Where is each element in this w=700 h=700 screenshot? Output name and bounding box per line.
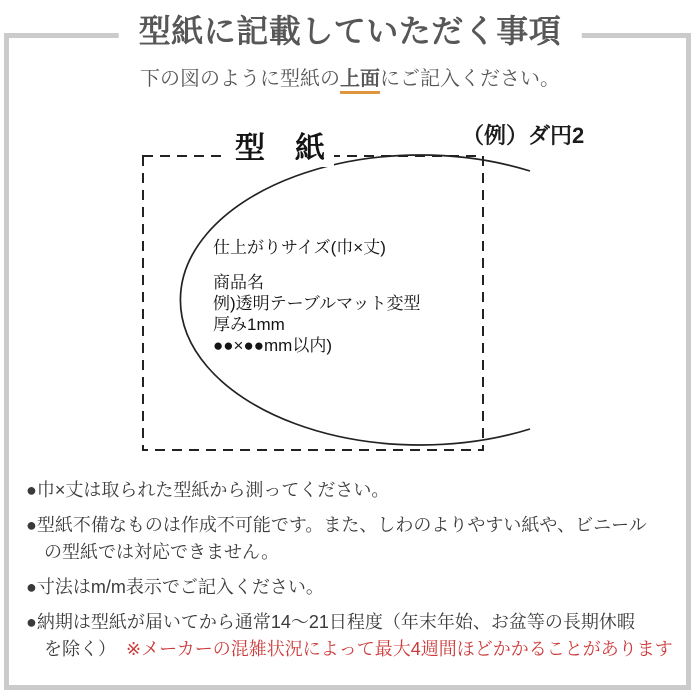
note-invalid-patterns-line2: の型紙では対応できません。 [44, 542, 280, 562]
oval-inscription [213, 237, 420, 356]
note-delivery-warning-red: ※メーカーの混雑状況によって最大4週間ほどかかることがあります [126, 639, 673, 659]
max-size-line: ●●×●●mm以内) [213, 336, 332, 355]
note-delivery-time-line1: ●納期は型紙が届いてから通常14～21日程度（年末年始、お盆等の長期休暇 [26, 612, 635, 632]
note-delivery-exclusion: を除く） [44, 639, 116, 659]
subtitle [0, 66, 700, 92]
pattern-paper-label: 型 紙 [226, 131, 334, 167]
note-delivery-time [26, 609, 688, 663]
notes-list [26, 477, 688, 671]
note-delivery-time-line2 [44, 636, 688, 663]
subtitle-text-after: にご記入ください。 [380, 68, 560, 90]
page-title: 型紙に記載していただく事項 [119, 9, 582, 53]
finished-size-line: 仕上がりサイズ(巾×丈) [213, 238, 386, 257]
product-name-line: 商品名 [213, 273, 264, 292]
note-invalid-patterns-line1: ●型紙不備なものは作成不可能です。また、しわのよりやすい紙や、ビニール [26, 515, 647, 535]
note-mm-notation: ●寸法はm/m表示でご記入ください。 [26, 577, 324, 597]
note-invalid-patterns [26, 512, 688, 566]
example-label: （例）ダ円2 [462, 123, 585, 148]
subtitle-text-before: 下の図のように型紙の [140, 68, 340, 90]
product-example-line: 例)透明テーブルマット変型 [213, 294, 421, 313]
thickness-line: 厚み1mm [213, 315, 285, 334]
note-measure-from-pattern: ●巾×丈は取られた型紙から測ってください。 [26, 480, 390, 500]
subtitle-emphasis-top-face: 上面 [340, 68, 380, 94]
